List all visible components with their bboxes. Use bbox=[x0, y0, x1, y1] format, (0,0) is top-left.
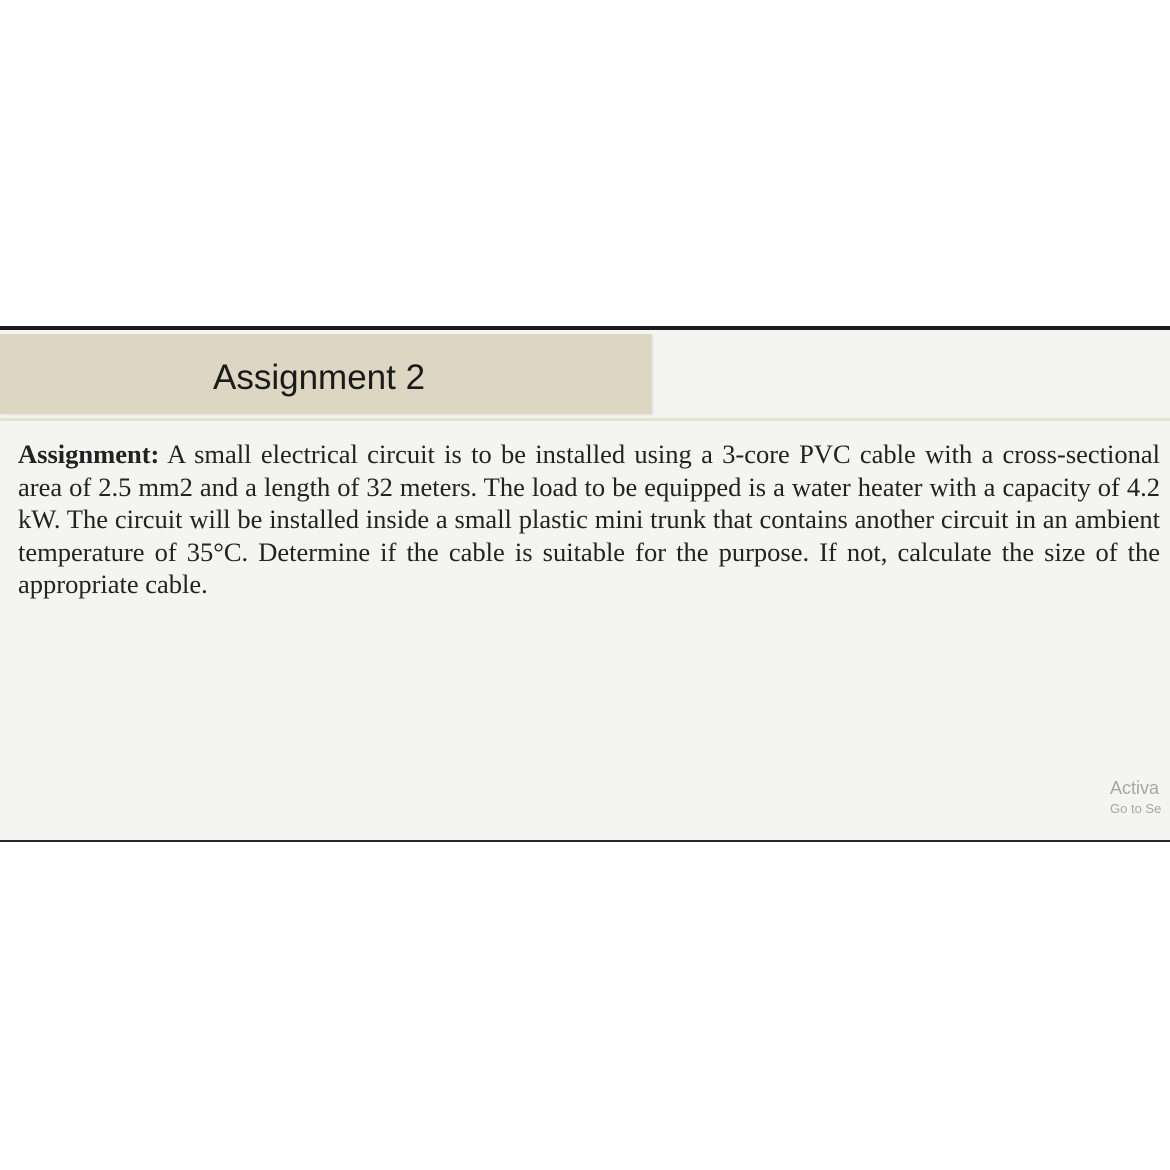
slide-screen bbox=[0, 326, 1170, 842]
watermark-line-2: Go to Se bbox=[1110, 801, 1162, 816]
title-banner bbox=[0, 334, 652, 414]
slide-title: Assignment 2 bbox=[213, 358, 426, 397]
assignment-label: Assignment: bbox=[18, 439, 160, 469]
title-divider bbox=[0, 418, 1170, 421]
watermark-line-1: Activa bbox=[1110, 778, 1160, 798]
assignment-body: A small electrical circuit is to be installed using a 3-core PVC cable with a cross-sectional area of 2.5 mm2 and a length of 32 meters. The load to be equipped is a water heater with a capacity of 4.2 kW. The circuit will be installed inside a small plastic mini trunk that contains another circuit in an ambient temperature of 35°C. Determine if the cable is suitable for the purpose. If not, calculate the size of the appropriate cable. bbox=[18, 439, 1160, 599]
activation-watermark bbox=[1110, 777, 1161, 819]
assignment-text bbox=[18, 438, 1160, 601]
